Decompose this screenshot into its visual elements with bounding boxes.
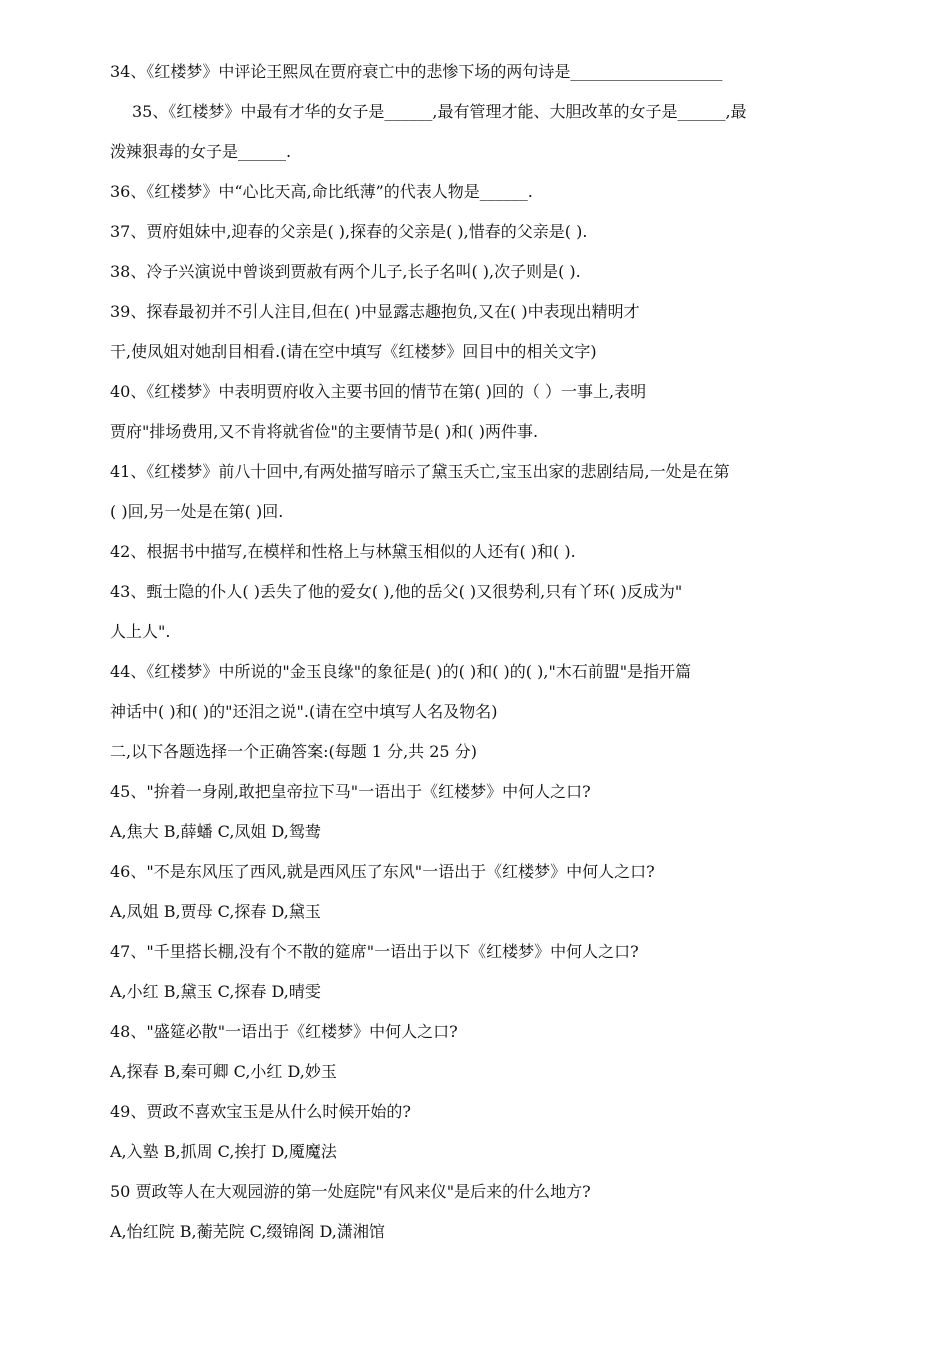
text-line: 46、"不是东风压了西风,就是西风压了东风"一语出于《红楼梦》中何人之口? — [110, 862, 655, 881]
text-line: A,焦大 B,薛蟠 C,凤姐 D,鸳鸯 — [110, 822, 321, 841]
text-line: A,入塾 B,抓周 C,挨打 D,魇魔法 — [110, 1142, 337, 1161]
text-line: 43、甄士隐的仆人( )丢失了他的爱女( ),他的岳父( )又很势利,只有丫环( )反成为" — [110, 582, 683, 601]
text-line: ( )回,另一处是在第( )回. — [110, 502, 284, 521]
text-line: 41、《红楼梦》前八十回中,有两处描写暗示了黛玉夭亡,宝玉出家的悲剧结局,一处是在第 — [110, 462, 730, 481]
text-line: 40、《红楼梦》中表明贾府收入主要书回的情节在第( )回的（ ）一事上,表明 — [110, 382, 647, 401]
text-line: 贾府"排场费用,又不肯将就省俭"的主要情节是( )和( )两件事. — [110, 422, 539, 441]
text-line: 神话中( )和( )的"还泪之说".(请在空中填写人名及物名) — [110, 702, 498, 721]
question-list — [110, 52, 826, 1252]
text-line: A,探春 B,秦可卿 C,小红 D,妙玉 — [110, 1062, 337, 1081]
text-line: 38、冷子兴演说中曾谈到贾赦有两个儿子,长子名叫( ),次子则是( ). — [110, 262, 581, 281]
text-line: 35、《红楼梦》中最有才华的女子是______,最有管理才能、大胆改革的女子是______,最 — [132, 102, 747, 121]
text-line: 42、根据书中描写,在模样和性格上与林黛玉相似的人还有( )和( ). — [110, 542, 576, 561]
text-line: 泼辣狠毒的女子是______. — [110, 142, 292, 161]
text-line: 36、《红楼梦》中“心比天高,命比纸薄”的代表人物是______. — [110, 182, 533, 201]
text-line: 44、《红楼梦》中所说的"金玉良缘"的象征是( )的( )和( )的( ),"木石前盟"是指开篇 — [110, 662, 692, 681]
text-line: 干,使凤姐对她刮目相看.(请在空中填写《红楼梦》回目中的相关文字) — [110, 342, 597, 361]
text-line: A,小红 B,黛玉 C,探春 D,晴雯 — [110, 982, 321, 1001]
text-line: 39、探春最初并不引人注目,但在( )中显露志趣抱负,又在( )中表现出精明才 — [110, 302, 640, 321]
text-line: 48、"盛筵必散"一语出于《红楼梦》中何人之口? — [110, 1022, 458, 1041]
text-line: 37、贾府姐妹中,迎春的父亲是( ),探春的父亲是( ),惜春的父亲是( ). — [110, 222, 588, 241]
text-line: 49、贾政不喜欢宝玉是从什么时候开始的? — [110, 1102, 411, 1121]
text-line: A,怡红院 B,蘅芜院 C,缀锦阁 D,潇湘馆 — [110, 1222, 385, 1241]
text-line: A,凤姐 B,贾母 C,探春 D,黛玉 — [110, 902, 321, 921]
text-line: 50 贾政等人在大观园游的第一处庭院"有风来仪"是后来的什么地方? — [110, 1182, 591, 1201]
text-line: 人上人". — [110, 622, 171, 641]
text-line: 二,以下各题选择一个正确答案:(每题 1 分,共 25 分) — [110, 742, 477, 761]
text-line: 45、"拚着一身剐,敢把皇帝拉下马"一语出于《红楼梦》中何人之口? — [110, 782, 591, 801]
text-line: 47、"千里搭长棚,没有个不散的筵席"一语出于以下《红楼梦》中何人之口? — [110, 942, 639, 961]
text-line: 34、《红楼梦》中评论王熙凤在贾府衰亡中的悲惨下场的两句诗是___________________ — [110, 62, 723, 81]
